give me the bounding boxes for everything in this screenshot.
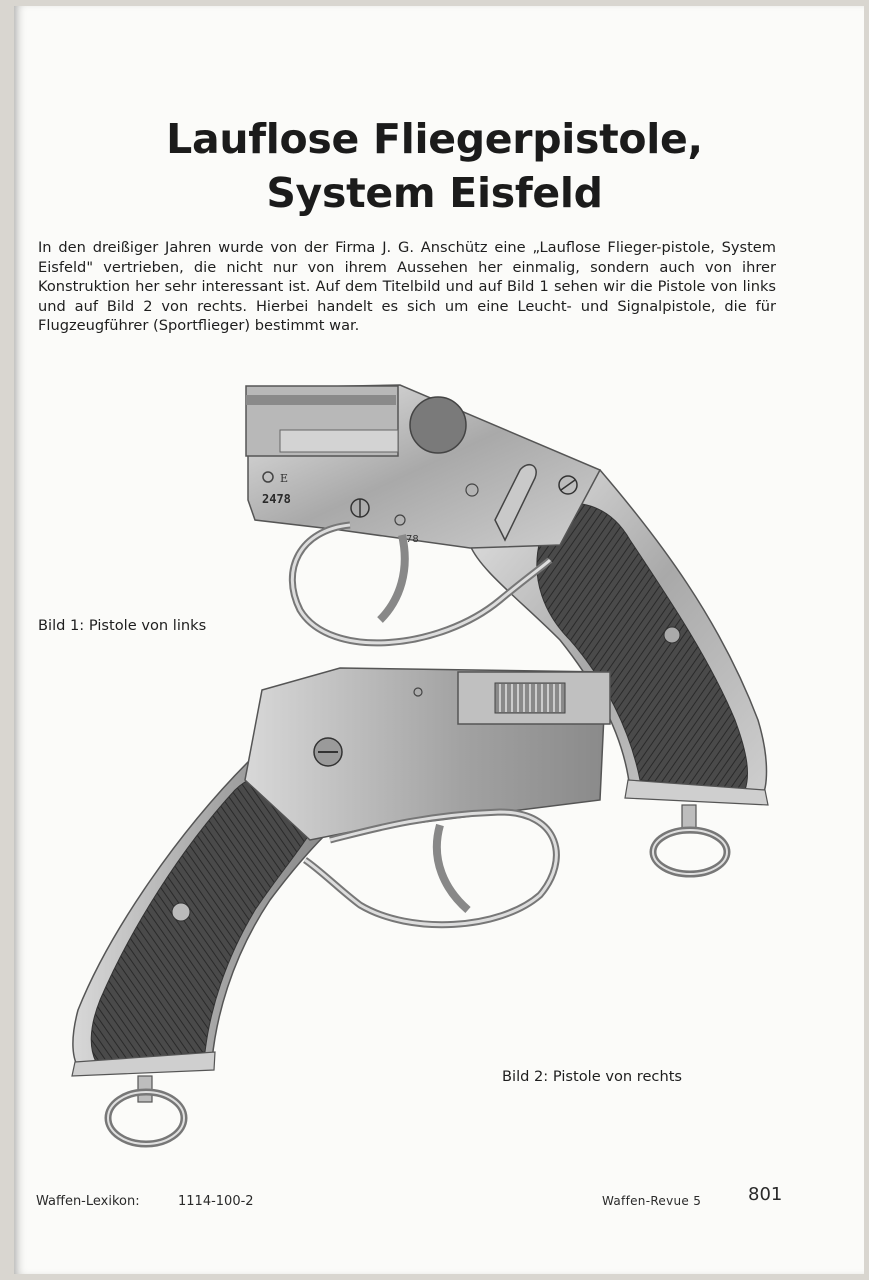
pistol-left-serial-number: 2478 xyxy=(262,492,291,506)
figure-2-caption: Bild 2: Pistole von rechts xyxy=(502,1068,683,1085)
pistol-left-knurled-knob xyxy=(410,397,466,453)
page-number: 801 xyxy=(748,1184,783,1205)
title-line-2: System Eisfeld xyxy=(266,169,603,217)
pistol-right-trigger xyxy=(437,825,468,910)
pistol-left-trigger-mark: 78 xyxy=(406,534,419,545)
intro-paragraph: In den dreißiger Jahren wurde von der Firma J. G. Anschütz eine „Lauflose Flieger-pistole, System Eisfeld" vertrieben, die nicht nur von ihrem Aussehen her einmalig, sondern auch von ihrer Konstruktion her sehr interessant ist. Auf dem Titelbild und auf Bild 1 sehen wir die Pistole von links und auf Bild 2 von rechts. Hierbei handelt es sich um eine Leucht- und Signalpistole, die für Flugzeugführer (Sportflieger) bestimmt war. xyxy=(38,239,776,334)
pistol-left-marking-letter: E xyxy=(280,472,289,485)
pistol-left-trigger xyxy=(380,535,405,620)
footer-lexikon-label: Waffen-Lexikon: xyxy=(36,1194,140,1209)
title-line-1: Lauflose Fliegerpistole, xyxy=(166,115,703,163)
footer-magazine: Waffen-Revue 5 xyxy=(602,1194,702,1208)
figure-1-caption: Bild 1: Pistole von links xyxy=(38,617,207,634)
footer-lexikon-code: 1114-100-2 xyxy=(178,1194,254,1209)
